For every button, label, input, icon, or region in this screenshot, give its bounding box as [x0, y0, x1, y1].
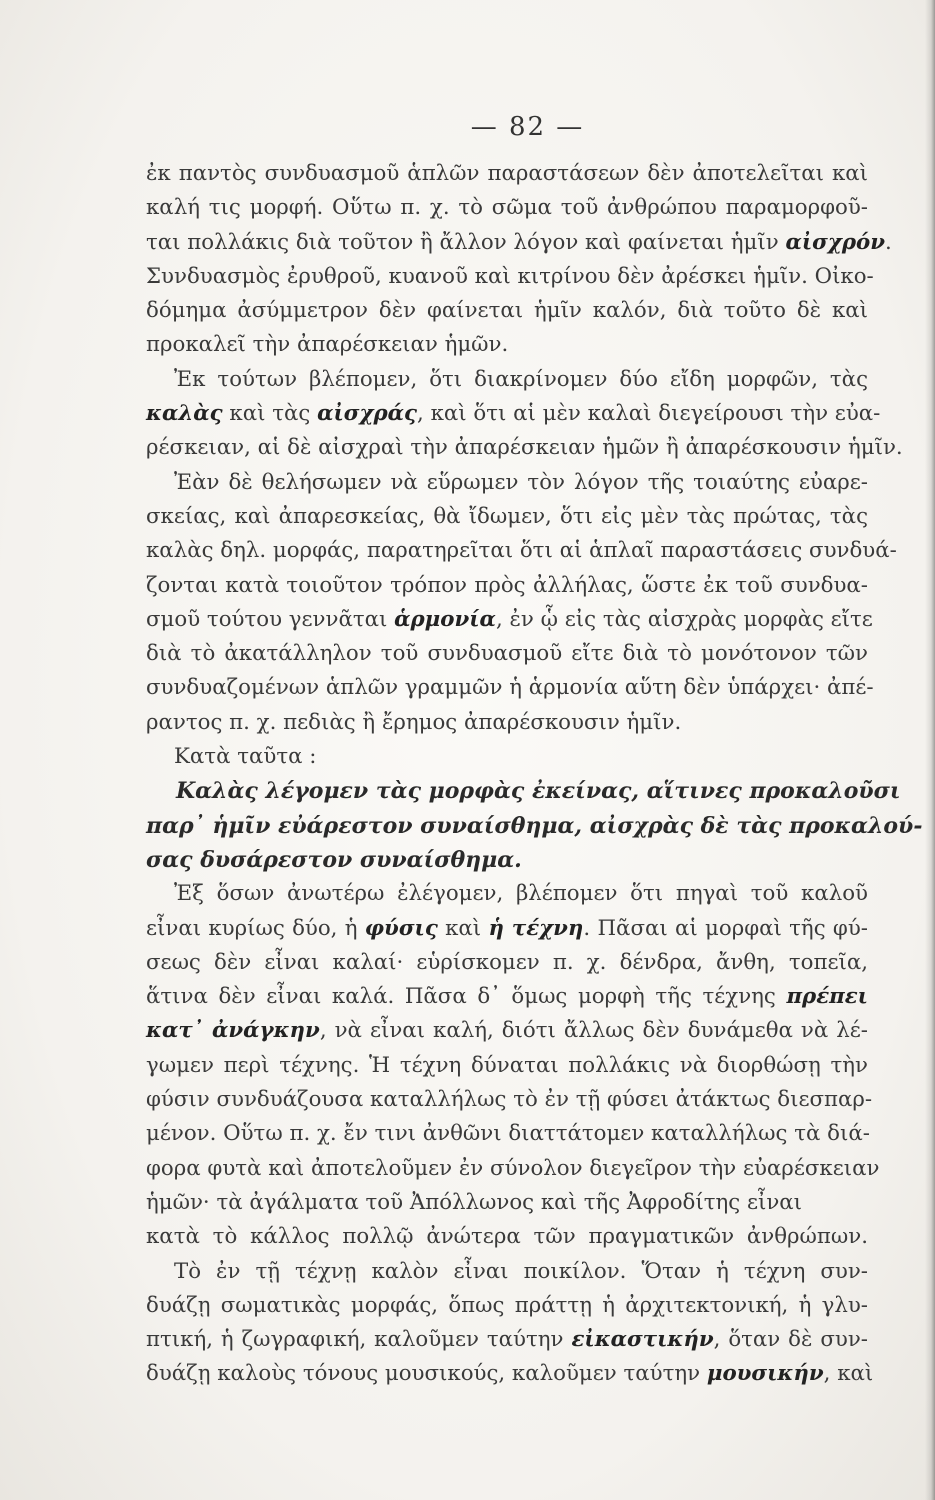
text-line [146, 1357, 874, 1391]
line-text: , ἐν ᾧ εἰς τὰς αἰσχρὰς μορφὰς εἴτε [495, 606, 873, 632]
text-line [146, 1323, 868, 1357]
page-edge-shadow [925, 0, 935, 1500]
line-text: . [885, 229, 892, 255]
text-line [146, 980, 868, 1014]
line-text: σμοῦ τούτου γεννᾶται [146, 606, 395, 632]
line-text: , καὶ [823, 1361, 874, 1387]
line-text: . Πᾶσαι αἱ μορφαὶ τῆς φύ- [583, 915, 868, 941]
line-text: μένον. Οὕτω π. χ. ἔν τινι ἀνθῶνι διαττάτομεν καταλλήλως τὰ διά- [146, 1121, 870, 1147]
line-text: καὶ τὰς [222, 401, 318, 427]
text-line [146, 363, 868, 397]
emphasis-text: μουσικήν [706, 1361, 824, 1387]
line-text: Τὸ ἐν τῇ τέχνῃ καλὸν εἶναι ποικίλον. Ὅταν ἡ τέχνη συν- [174, 1258, 868, 1284]
line-text: Κατὰ ταῦτα : [174, 744, 317, 770]
line-text: ρέσκειαν, αἱ δὲ αἰσχραὶ τὴν ἀπαρέσκειαν ἡμῶν ἢ ἀπαρέσκουσιν ἡμῖν. [146, 435, 903, 461]
line-text: φύσιν συνδυάζουσα καταλλήλως τὸ ἐν τῇ φύσει ἀτάκτως διεσπαρ- [146, 1087, 873, 1113]
line-text: σκείας, καὶ ἀπαρεσκείας, θὰ ἴδωμεν, ὅτι εἰς μὲν τὰς πρώτας, τὰς [146, 503, 868, 529]
line-text: ἐκ παντὸς συνδυασμοῦ ἁπλῶν παραστάσεων δὲν ἀποτελεῖται καὶ [146, 161, 868, 186]
emphasis-text: φύσις [364, 915, 438, 941]
emphasis-text: εἰκαστικήν [571, 1327, 714, 1353]
text-line [146, 946, 868, 980]
text-line [146, 1049, 868, 1083]
line-text: ἅτινα δὲν εἶναι καλά. Πᾶσα δ᾽ ὅμως μορφὴ τῆς τέχνης [146, 984, 787, 1010]
line-text: σεως δὲν εἶναι καλαί· εὑρίσκομεν π. χ. δένδρα, ἄνθη, τοπεῖα, [146, 949, 868, 975]
text-line [146, 740, 868, 774]
text-line [146, 843, 868, 877]
text-line [146, 294, 868, 328]
emphasis-text: αἰσχρόν [785, 229, 886, 255]
line-text: καλή τις μορφή. Οὕτω π. χ. τὸ σῶμα τοῦ ἀνθρώπου παραμορφοῦ- [146, 195, 868, 221]
text-line [146, 569, 868, 603]
line-text: ἡμῶν· τὰ ἀγάλματα τοῦ Ἀπόλλωνος καὶ τῆς Ἀφροδίτης εἶναι [146, 1189, 803, 1215]
text-line [146, 706, 868, 740]
text-line [146, 431, 903, 465]
text-line [146, 1152, 880, 1186]
text-line [146, 157, 868, 191]
line-text: δόμημα ἀσύμμετρον δὲν φαίνεται ἡμῖν καλόν, διὰ τοῦτο δὲ καὶ [146, 298, 868, 324]
text-line [146, 637, 868, 671]
text-line [146, 534, 897, 568]
line-text: , νὰ εἶναι καλή, διότι ἄλλως δὲν δυνάμεθα νὰ λέ- [319, 1018, 868, 1044]
emphasis-text: πρέπει [786, 984, 868, 1010]
text-line [146, 774, 901, 808]
line-text: φορα φυτὰ καὶ ἀποτελοῦμεν ἐν σύνολον διεγεῖρον τὴν εὐαρέσκειαν [146, 1155, 880, 1181]
line-text: σας δυσάρεστον συναίσθημα. [146, 846, 522, 873]
body-text [146, 157, 923, 1392]
text-line [146, 1220, 868, 1254]
text-line [146, 912, 868, 946]
text-line [146, 397, 881, 431]
line-text: ραντος π. χ. πεδιὰς ἢ ἔρημος ἀπαρέσκουσιν ἡμῖν. [146, 709, 682, 735]
text-line [146, 500, 868, 534]
line-text: Ἐξ ὅσων ἀνωτέρω ἐλέγομεν, βλέπομεν ὅτι πηγαὶ τοῦ καλοῦ [174, 881, 868, 907]
line-text: Καλὰς λέγομεν τὰς μορφὰς ἐκείνας, αἵτινες προκαλοῦσι [176, 778, 901, 805]
line-text: , ὅταν δὲ συν- [713, 1327, 868, 1353]
text-line [146, 877, 868, 911]
line-text: διὰ τὸ ἀκατάλληλον τοῦ συνδυασμοῦ εἴτε διὰ τὸ μονότονον τῶν [146, 641, 868, 667]
emphasis-text: αἰσχράς [317, 401, 418, 427]
emphasis-text: ἡ τέχνη [488, 915, 584, 941]
line-text: καὶ [437, 915, 489, 941]
line-text: παρ᾽ ἡμῖν εὐάρεστον συναίσθημα, αἰσχρὰς δὲ τὰς προκαλού- [146, 812, 923, 839]
text-line [146, 1117, 868, 1151]
text-line [146, 191, 868, 225]
line-text: Ἐὰν δὲ θελήσωμεν νὰ εὕρωμεν τὸν λόγον τῆς τοιαύτης εὐαρε- [174, 469, 868, 495]
text-line [146, 466, 868, 500]
text-line [146, 1289, 868, 1323]
line-text: Συνδυασμὸς ἐρυθροῦ, κυανοῦ καὶ κιτρίνου δὲν ἀρέσκει ἡμῖν. Οἰκο- [146, 263, 874, 289]
text-line [146, 226, 892, 260]
text-line [146, 603, 873, 637]
text-line [146, 1186, 868, 1220]
line-text: Ἐκ τούτων βλέπομεν, ὅτι διακρίνομεν δύο εἴδη μορφῶν, τὰς [174, 366, 868, 392]
line-text: ζονται κατὰ τοιοῦτον τρόπον πρὸς ἀλλήλας, ὥστε ἐκ τοῦ συνδυα- [146, 572, 868, 598]
line-text: πτική, ἡ ζωγραφική, καλοῦμεν ταύτην [146, 1327, 572, 1353]
text-line [146, 328, 868, 362]
emphasis-text: κατ᾽ ἀνάγκην [146, 1018, 320, 1044]
text-line [146, 1014, 868, 1048]
line-text: εἶναι κυρίως δύο, ἡ [146, 915, 365, 941]
line-text: γωμεν περὶ τέχνης. Ἡ τέχνη δύναται πολλάκις νὰ διορθώσῃ τὴν [146, 1052, 868, 1078]
text-line [146, 260, 874, 294]
line-text: συνδυαζομένων ἁπλῶν γραμμῶν ἡ ἁρμονία αὕτη δὲν ὑπάρχει· ἀπέ- [146, 675, 874, 701]
text-line [146, 1083, 873, 1117]
line-text: ται πολλάκις διὰ τοῦτον ἢ ἄλλον λόγον καὶ φαίνεται ἡμῖν [146, 229, 786, 255]
line-text: κατὰ τὸ κάλλος πολλῷ ἀνώτερα τῶν πραγματικῶν ἀνθρώπων. [146, 1224, 868, 1250]
line-text: προκαλεῖ τὴν ἀπαρέσκειαν ἡμῶν. [146, 332, 509, 358]
emphasis-text: ἁρμονία [394, 606, 496, 632]
line-text: , καὶ ὅτι αἱ μὲν καλαὶ διεγείρουσι τὴν εὐα- [417, 401, 881, 427]
page-number: — 82 — [470, 112, 585, 142]
text-line [146, 1255, 868, 1289]
line-text: δυάζῃ σωματικὰς μορφάς, ὅπως πράττῃ ἡ ἀρχιτεκτονική, ἡ γλυ- [146, 1292, 868, 1318]
line-text: καλὰς δηλ. μορφάς, παρατηρεῖται ὅτι αἱ ἁπλαῖ παραστάσεις συνδυά- [146, 538, 897, 564]
text-line [146, 809, 923, 843]
text-line [146, 671, 874, 705]
emphasis-text: καλὰς [146, 401, 223, 427]
line-text: δυάζῃ καλοὺς τόνους μουσικούς, καλοῦμεν ταύτην [146, 1361, 707, 1387]
